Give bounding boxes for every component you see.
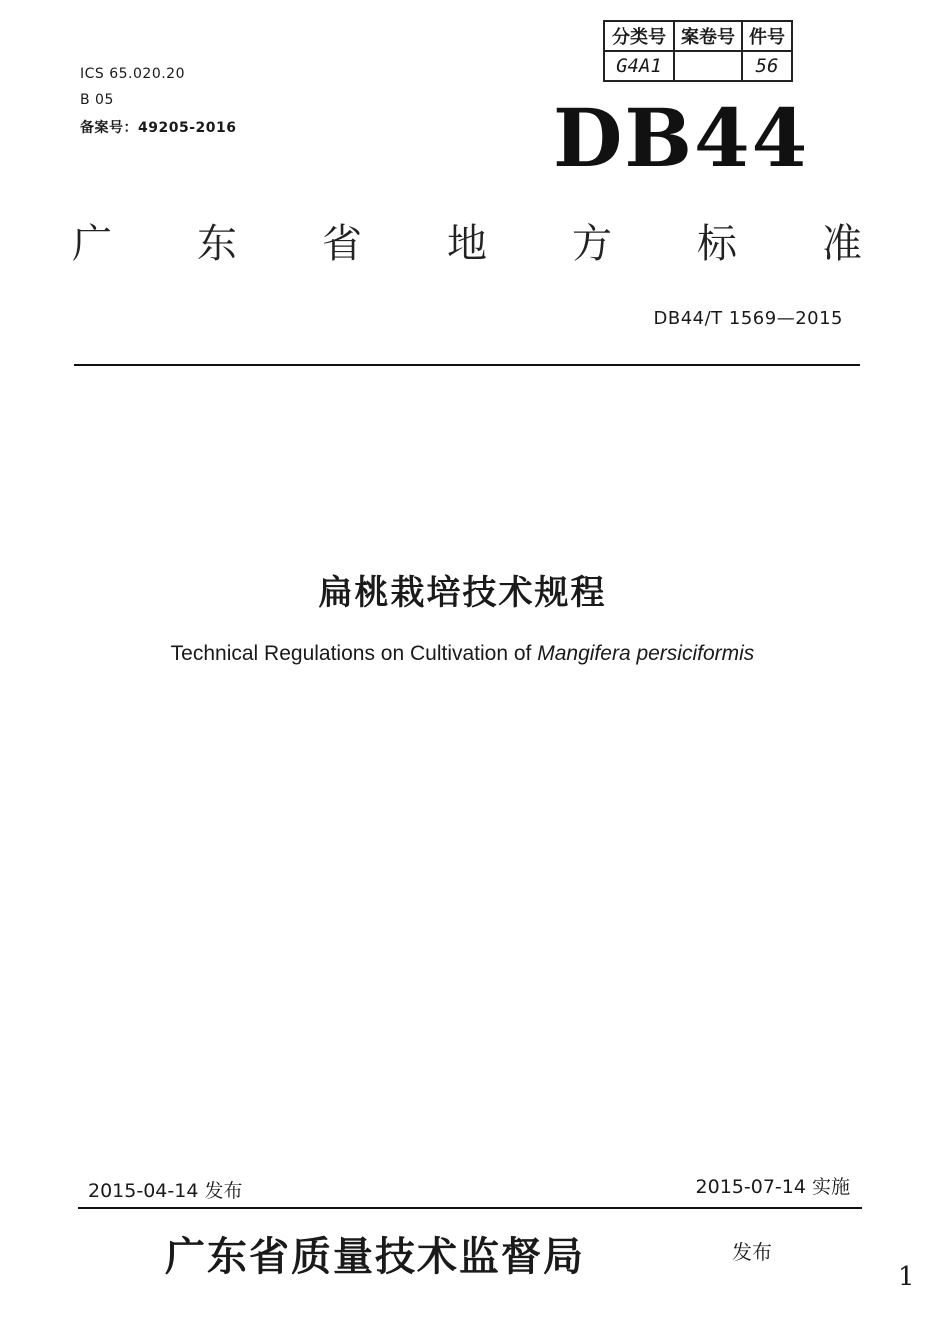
standard-code: DB44/T 1569—2015 <box>653 308 843 329</box>
implement-date: 2015-07-14 实施 <box>695 1176 850 1198</box>
standard-name-char: 地 <box>447 221 487 267</box>
archive-box <box>603 20 793 82</box>
archive-header-item: 件号 <box>742 21 792 51</box>
title-english-prefix: Technical Regulations on Cultivation of <box>170 642 532 665</box>
standard-name <box>72 212 862 269</box>
ics-code: ICS 65.020.20 <box>80 66 185 82</box>
classification-code: B 05 <box>80 92 114 108</box>
standard-name-char: 广 <box>72 221 112 267</box>
standard-name-char: 准 <box>822 221 862 267</box>
record-number: 备案号：49205-2016 <box>80 120 237 136</box>
issue-date: 2015-04-14 发布 <box>88 1180 243 1202</box>
issuer-suffix: 发布 <box>732 1240 772 1264</box>
db44-logo: DB44 <box>553 91 810 185</box>
archive-header-category: 分类号 <box>604 21 674 51</box>
page-number: 1 <box>898 1262 915 1292</box>
archive-value-category: G4A1 <box>604 51 674 81</box>
archive-value-item: 56 <box>742 51 792 81</box>
header-divider <box>74 364 860 366</box>
title-english-species: Mangifera persiciformis <box>537 642 755 665</box>
standard-name-char: 东 <box>197 221 237 267</box>
issuer-name: 广东省质量技术监督局 <box>165 1233 585 1280</box>
standard-name-char: 标 <box>697 221 737 267</box>
archive-header-volume: 案卷号 <box>674 21 742 51</box>
title-english <box>0 642 925 666</box>
title-chinese: 扁桃栽培技术规程 <box>318 573 607 613</box>
standard-name-char: 方 <box>572 221 612 267</box>
standard-name-char: 省 <box>322 221 362 267</box>
archive-value-volume <box>674 51 742 81</box>
footer-divider <box>78 1207 862 1209</box>
